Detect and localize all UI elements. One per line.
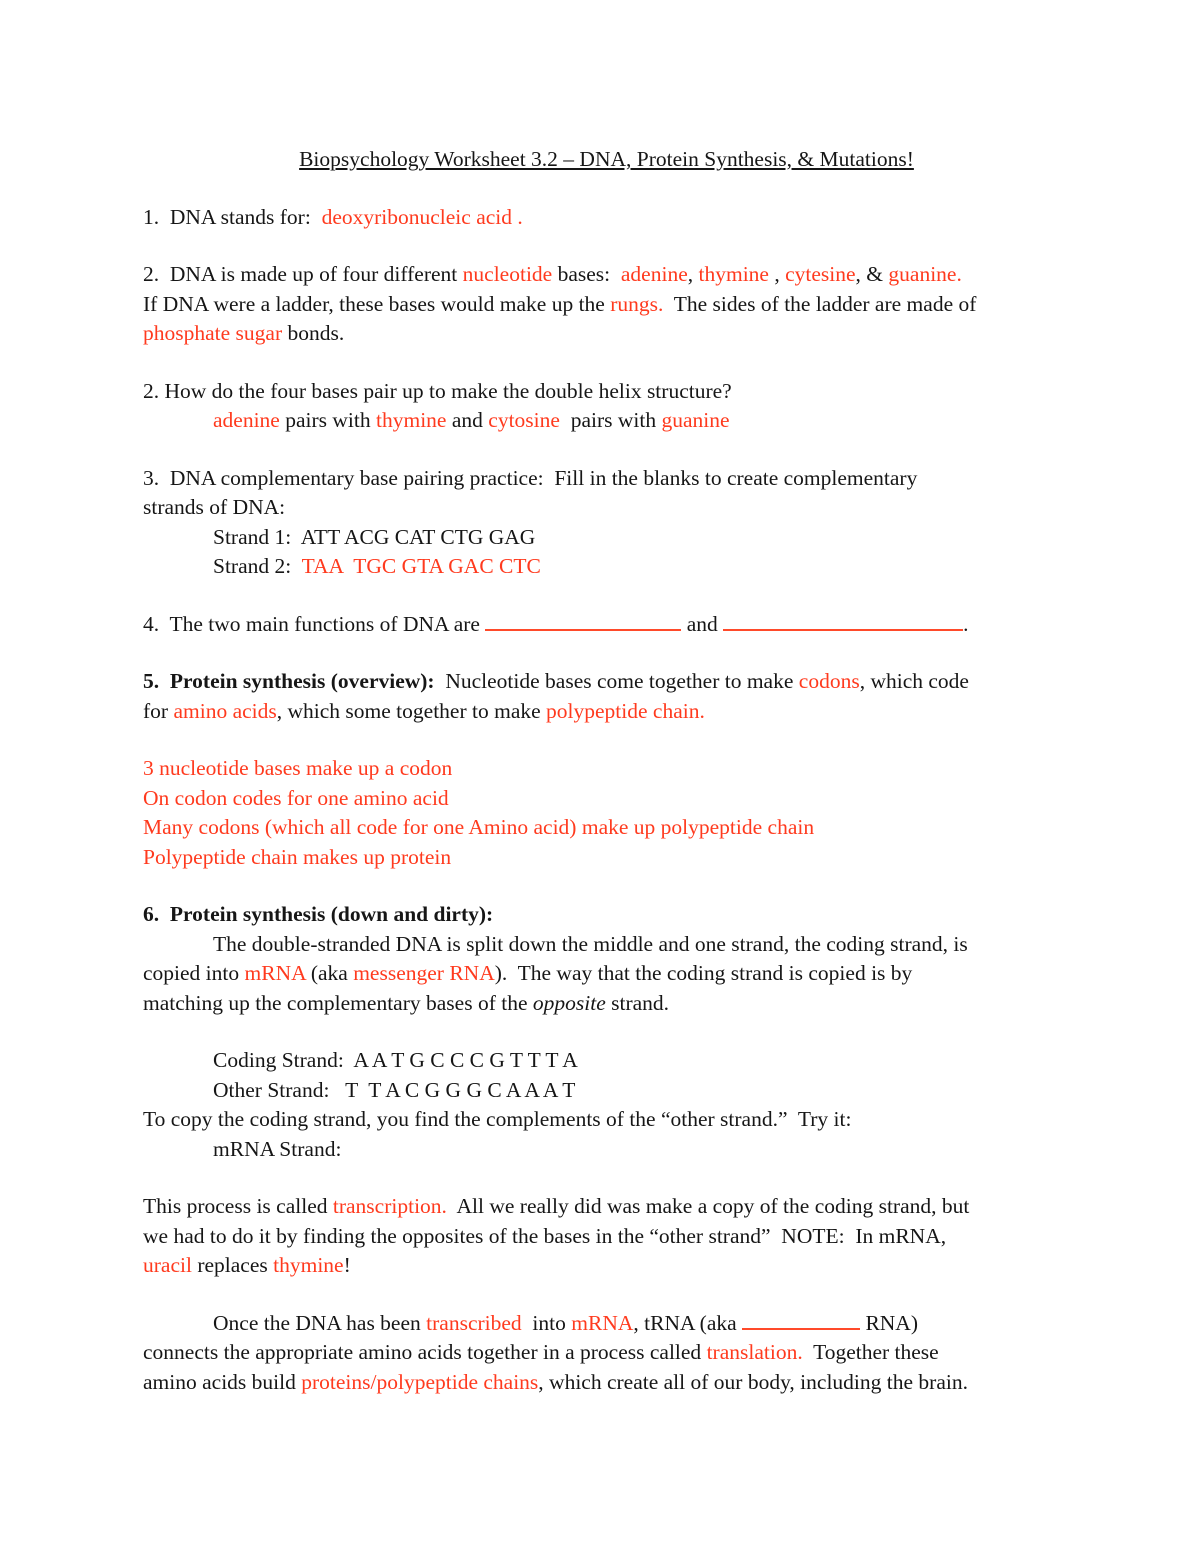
question-1 bbox=[143, 203, 1070, 233]
question-1-line bbox=[143, 203, 1070, 233]
text-run: 3. DNA complementary base pairing practice: Fill in the blanks to create complementary bbox=[143, 465, 918, 490]
text-run: for bbox=[143, 698, 174, 723]
text-line bbox=[143, 697, 1070, 727]
coding-strand-line bbox=[143, 1046, 1070, 1076]
note-line bbox=[143, 843, 1070, 873]
answer-text: guanine bbox=[661, 408, 730, 432]
text-run: amino acids build bbox=[143, 1369, 302, 1394]
text-run: , which code bbox=[859, 669, 969, 693]
text-line bbox=[143, 959, 1070, 989]
strand-example bbox=[143, 1046, 1070, 1164]
text-run: The sides of the ladder are made of bbox=[663, 291, 977, 316]
text-run: , which some together to make bbox=[276, 698, 547, 723]
note-line bbox=[143, 784, 1070, 814]
text-run: bonds. bbox=[282, 321, 345, 345]
blank-line bbox=[723, 614, 963, 631]
text-run: replaces bbox=[191, 1253, 274, 1277]
text-run: , tRNA (aka bbox=[633, 1310, 743, 1335]
red-notes bbox=[143, 754, 1070, 872]
emphasis-text: opposite bbox=[532, 990, 606, 1015]
text-run: into bbox=[527, 1310, 572, 1335]
answer-text: thymine bbox=[376, 408, 447, 432]
answer-text: thymine bbox=[698, 262, 769, 286]
text-line bbox=[143, 1251, 1070, 1281]
text-line bbox=[143, 464, 1070, 494]
text-line bbox=[143, 930, 1070, 960]
note-text: Many codons (which all code for one Amino acid) make up polypeptide chain bbox=[143, 815, 815, 839]
text-line bbox=[143, 610, 1070, 640]
note-text: 3 nucleotide bases make up a codon bbox=[143, 756, 453, 780]
text-run: , which create all of our body, including the brain. bbox=[538, 1369, 968, 1394]
text-run: Strand 1: ATT ACG CAT CTG GAG bbox=[213, 524, 536, 549]
answer-text: uracil bbox=[143, 1253, 192, 1277]
text-run: and bbox=[446, 408, 489, 432]
answer-text: cytesine bbox=[785, 262, 856, 286]
blank-line bbox=[742, 1313, 860, 1330]
text-run: RNA) bbox=[860, 1310, 918, 1335]
answer-text: adenine bbox=[213, 408, 280, 432]
text-run: To copy the coding strand, you find the complements of the “other strand.” Try it: bbox=[143, 1107, 852, 1131]
text-line bbox=[143, 667, 1070, 697]
text-line bbox=[143, 1192, 1070, 1222]
text-run: Coding Strand: A A T G C C C G T T T A bbox=[213, 1048, 578, 1072]
answer-text: deoxyribonucleic acid . bbox=[321, 204, 523, 229]
text-run: Together these bbox=[802, 1340, 939, 1364]
translation-paragraph bbox=[143, 1309, 1070, 1398]
answer-text: guanine. bbox=[888, 262, 962, 286]
answer-text: amino acids bbox=[173, 698, 277, 723]
text-line bbox=[143, 1338, 1070, 1368]
question-2-dna-bases bbox=[143, 260, 1070, 349]
strand-2-line bbox=[143, 552, 1070, 582]
text-run: ! bbox=[343, 1253, 351, 1277]
answer-text: polypeptide chain. bbox=[546, 698, 705, 723]
text-run: bases: bbox=[552, 262, 621, 286]
text-run: . bbox=[963, 611, 969, 636]
answer-text: transcription. bbox=[332, 1194, 447, 1218]
other-strand-line bbox=[143, 1076, 1070, 1106]
blank-line bbox=[485, 614, 681, 631]
text-run: This process is called bbox=[143, 1194, 333, 1218]
text-run: Other Strand: T T A C G G G C A A A T bbox=[213, 1077, 576, 1102]
text-run: strands of DNA: bbox=[143, 495, 286, 519]
answer-text: adenine bbox=[620, 262, 688, 286]
answer-text: thymine bbox=[273, 1253, 344, 1277]
text-run: we had to do it by finding the opposites of the bases in the “other strand” NOTE: In mRNA, bbox=[143, 1223, 947, 1248]
answer-line bbox=[143, 406, 1070, 436]
text-run: matching up the complementary bases of the bbox=[143, 990, 533, 1015]
answer-text: phosphate sugar bbox=[143, 321, 283, 345]
text-line bbox=[143, 260, 1070, 290]
mrna-strand-line bbox=[143, 1135, 1070, 1165]
text-run: 1. DNA stands for: bbox=[143, 204, 322, 229]
text-run: If DNA were a ladder, these bases would make up the bbox=[143, 291, 611, 316]
page-title bbox=[143, 145, 1070, 175]
answer-text: proteins/polypeptide chains bbox=[301, 1369, 539, 1394]
section-heading bbox=[143, 900, 1070, 930]
text-run: , bbox=[687, 262, 699, 286]
question-4-functions bbox=[143, 610, 1070, 640]
text-run: ). The way that the coding strand is copied is by bbox=[494, 961, 913, 985]
answer-text: mRNA bbox=[571, 1310, 634, 1335]
text-run: connects the appropriate amino acids together in a process called bbox=[143, 1340, 707, 1364]
text-run: , bbox=[768, 262, 786, 286]
text-line bbox=[143, 1368, 1070, 1398]
strand-1-line bbox=[143, 523, 1070, 553]
answer-text: codons bbox=[798, 669, 860, 693]
text-run: copied into bbox=[143, 961, 245, 985]
answer-text: transcribed bbox=[426, 1310, 528, 1335]
section-heading-text: 5. Protein synthesis (overview): bbox=[143, 669, 435, 693]
note-text: Polypeptide chain makes up protein bbox=[143, 844, 452, 869]
question-5-overview bbox=[143, 667, 1070, 726]
question-2-base-pairing bbox=[143, 377, 1070, 436]
text-run: strand. bbox=[605, 990, 670, 1015]
transcription-paragraph bbox=[143, 1192, 1070, 1281]
page-title-text: Biopsychology Worksheet 3.2 – DNA, Protein Synthesis, & Mutations! bbox=[299, 147, 914, 171]
text-run: mRNA Strand: bbox=[213, 1136, 342, 1161]
text-run: and bbox=[681, 611, 724, 636]
question-3-practice bbox=[143, 464, 1070, 582]
text-run: Strand 2: bbox=[213, 554, 302, 578]
text-run: 4. The two main functions of DNA are bbox=[143, 611, 486, 636]
answer-text: messenger RNA bbox=[353, 961, 495, 985]
text-run: , & bbox=[855, 262, 889, 286]
text-run: The double-stranded DNA is split down the middle and one strand, the coding strand, is bbox=[213, 931, 968, 956]
answer-text: translation. bbox=[706, 1340, 803, 1364]
answer-text: cytosine bbox=[488, 408, 560, 432]
text-run: All we really did was make a copy of the coding strand, but bbox=[446, 1194, 970, 1218]
answer-text: TAA TGC GTA GAC CTC bbox=[301, 554, 541, 578]
text-run: Nucleotide bases come together to make bbox=[434, 669, 799, 693]
text-line bbox=[143, 1222, 1070, 1252]
text-line bbox=[143, 493, 1070, 523]
note-text: On codon codes for one amino acid bbox=[143, 785, 449, 810]
text-run: pairs with bbox=[559, 408, 662, 432]
text-run: pairs with bbox=[279, 408, 377, 432]
answer-text: mRNA bbox=[244, 961, 306, 985]
text-line bbox=[143, 319, 1070, 349]
text-line bbox=[143, 377, 1070, 407]
text-line bbox=[143, 1309, 1070, 1339]
note-line bbox=[143, 754, 1070, 784]
answer-text: nucleotide bbox=[462, 262, 553, 286]
answer-text: rungs. bbox=[610, 291, 664, 316]
text-run: (aka bbox=[305, 961, 354, 985]
text-line bbox=[143, 290, 1070, 320]
text-line bbox=[143, 1105, 1070, 1135]
section-heading-text: 6. Protein synthesis (down and dirty): bbox=[143, 902, 494, 926]
note-line bbox=[143, 813, 1070, 843]
question-6-down-and-dirty bbox=[143, 900, 1070, 1018]
text-run: Once the DNA has been bbox=[213, 1310, 427, 1335]
text-run: 2. How do the four bases pair up to make the double helix structure? bbox=[143, 378, 732, 403]
text-run: 2. DNA is made up of four different bbox=[143, 262, 463, 286]
text-line bbox=[143, 989, 1070, 1019]
